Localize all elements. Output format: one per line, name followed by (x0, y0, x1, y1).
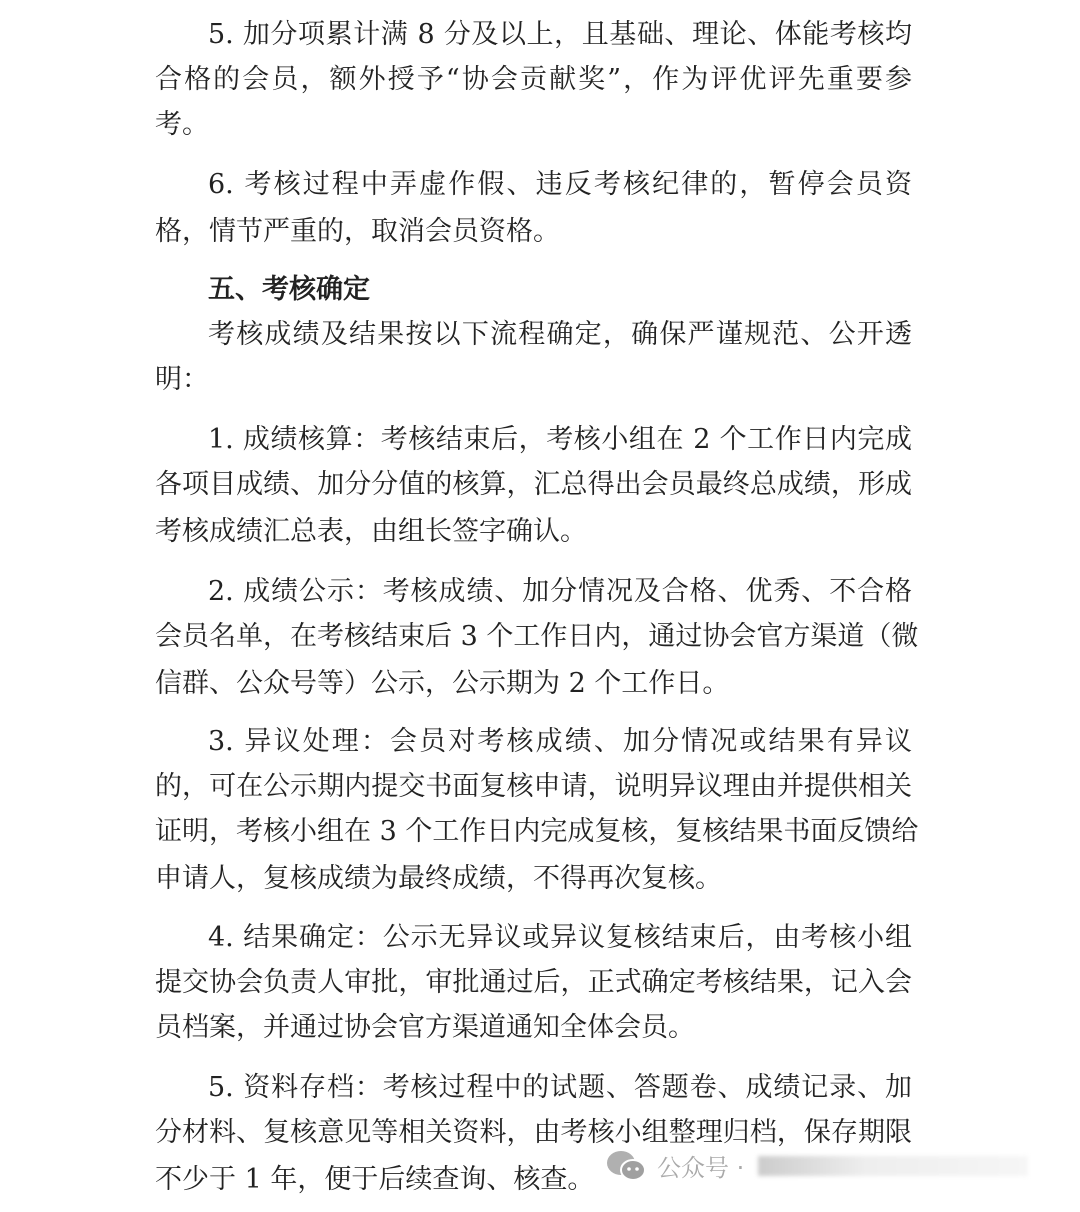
watermark (605, 1148, 1028, 1183)
text-line: 考。 (155, 109, 209, 140)
text-line: 明： (155, 364, 209, 395)
text-line: 合格的会员，额外授予“协会贡献奖”，作为评优评先重要参 (155, 64, 912, 95)
text-line: 1. 成绩核算：考核结束后，考核小组在 2 个工作日内完成 (208, 424, 912, 455)
text-line: 6. 考核过程中弄虚作假、违反考核纪律的，暂停会员资 (208, 169, 912, 200)
text-line: 5. 资料存档：考核过程中的试题、答题卷、成绩记录、加 (208, 1072, 912, 1103)
text-line: 证明，考核小组在 3 个工作日内完成复核，复核结果书面反馈给 (155, 816, 919, 847)
text-line: 不少于 1 年，便于后续查询、核查。 (155, 1164, 595, 1195)
text-line: 格，情节严重的，取消会员资格。 (155, 216, 560, 247)
wechat-icon (605, 1149, 649, 1183)
text-line: 2. 成绩公示：考核成绩、加分情况及合格、优秀、不合格 (208, 576, 912, 607)
text-line: 信群、公众号等）公示，公示期为 2 个工作日。 (155, 668, 730, 699)
text-line: 申请人，复核成绩为最终成绩，不得再次复核。 (155, 863, 722, 894)
watermark-blurred-name (758, 1156, 1028, 1176)
text-line: 各项目成绩、加分分值的核算，汇总得出会员最终总成绩，形成 (155, 469, 912, 500)
text-line: 5. 加分项累计满 8 分及以上，且基础、理论、体能考核均 (208, 19, 912, 50)
text-line: 考核成绩及结果按以下流程确定，确保严谨规范、公开透 (208, 319, 912, 350)
watermark-label: 公众号 · (657, 1154, 745, 1182)
section-heading: 五、考核确定 (208, 274, 370, 305)
text-line: 4. 结果确定：公示无异议或异议复核结束后，由考核小组 (208, 922, 912, 953)
text-line: 3. 异议处理：会员对考核成绩、加分情况或结果有异议 (208, 726, 912, 757)
text-line: 提交协会负责人审批，审批通过后，正式确定考核结果，记入会 (155, 967, 912, 998)
text-line: 会员名单，在考核结束后 3 个工作日内，通过协会官方渠道（微 (155, 621, 919, 652)
text-line: 员档案，并通过协会官方渠道通知全体会员。 (155, 1012, 695, 1043)
text-line: 考核成绩汇总表，由组长签字确认。 (155, 516, 587, 547)
text-line: 的，可在公示期内提交书面复核申请，说明异议理由并提供相关 (155, 771, 912, 802)
text-line: 分材料、复核意见等相关资料，由考核小组整理归档，保存期限 (155, 1117, 912, 1148)
